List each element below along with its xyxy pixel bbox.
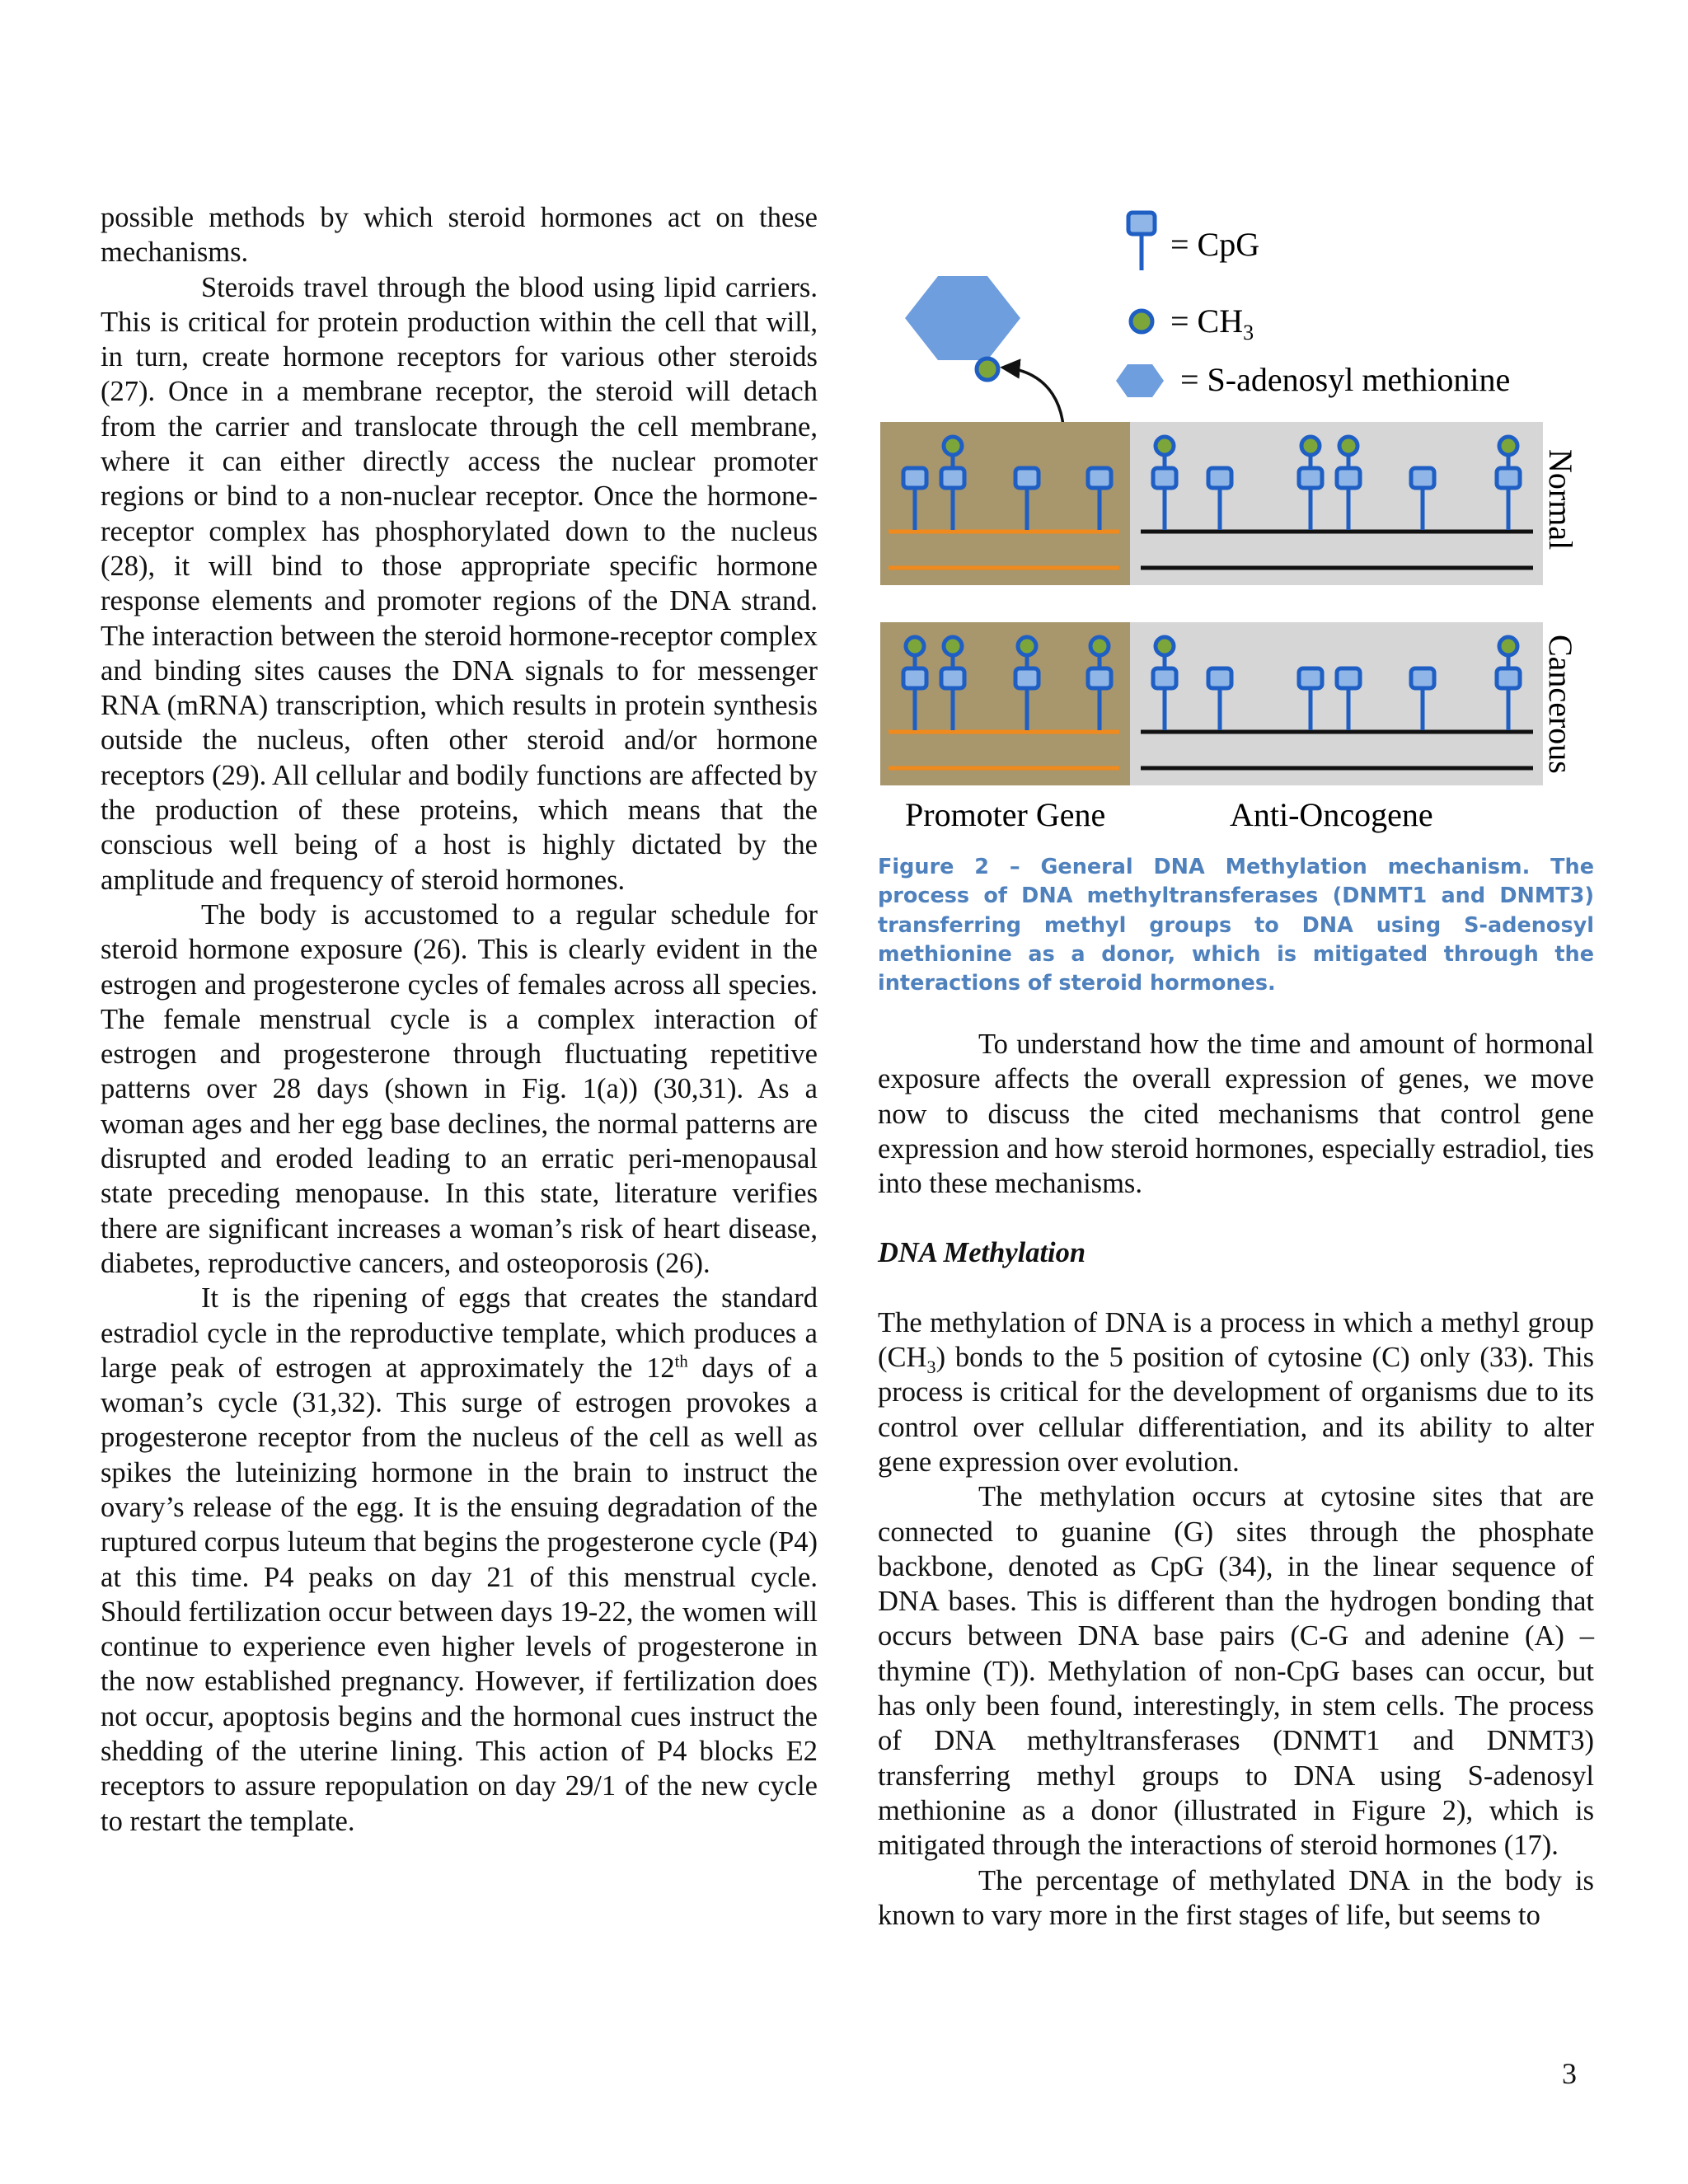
sam-legend-icon xyxy=(1116,364,1164,397)
row-label-cancerous: Cancerous xyxy=(1542,635,1579,774)
sam-legend-label: = S-adenosyl methionine xyxy=(1180,361,1511,398)
text-run: It is the ripening of eggs that creates the standard estradiol cycle in the reproductive template, which produces a large peak of estrogen at approximately the 12 xyxy=(101,1282,818,1384)
sam-donor xyxy=(905,276,1020,380)
column-label-promoter: Promoter Gene xyxy=(905,796,1106,833)
paragraph: possible methods by which steroid hormones act on these mechanisms. xyxy=(101,202,818,269)
page-number: 3 xyxy=(1562,2057,1577,2090)
ch3-legend-icon xyxy=(1131,311,1152,332)
row-label-normal: Normal xyxy=(1542,449,1579,551)
ch3-legend-label: = $CH_3$ xyxy=(1170,302,1254,344)
paragraph xyxy=(878,1305,1594,1479)
subscript: 3 xyxy=(926,1356,936,1377)
left-column xyxy=(101,200,818,1839)
legend xyxy=(1116,213,1510,398)
paragraph xyxy=(101,1281,818,1839)
normal-anti-panel xyxy=(1130,422,1543,585)
text-run: The methylation of DNA is a process in which a methyl group (CH xyxy=(878,1306,1594,1374)
text-run: days of a woman’s cycle (31,32). This surge of estrogen provokes a progesterone receptor from the nucleus of the cell as well as spikes the luteinizing hormone in the brain to instruct the ovary’s release of the egg. It is the ensuing degradation of the ruptured corpus luteum that begins the progesterone cycle (P4) at this time. P4 peaks on day 21 of this menstrual cycle. Should fertilization occur between days 19-22, the women will continue to experience even higher levels of progesterone in the now established pregnancy. However, if fertilization does not occur, apoptosis begins and the hormonal cues instruct the shedding of the uterine lining. This action of P4 blocks E2 receptors to assure repopulation on day 29/1 of the new cycle to restart the template. xyxy=(101,1352,818,1837)
normal-promoter-panel xyxy=(880,422,1130,585)
section-heading: DNA Methylation xyxy=(878,1237,1086,1269)
column-label-anti-oncogene: Anti-Oncogene xyxy=(1230,796,1433,833)
paragraph: The methylation occurs at cytosine sites that are connected to guanine (G) sites through the phosphate backbone, denoted as CpG (34), in the linear sequence of DNA bases. This is different than the hydrogen bonding that occurs between DNA base pairs (C-G and adenine (A) –thymine (T)). Methylation of non-CpG bases can occur, but has only been found, interestingly, in stem cells. The process of DNA methyltransferases (DNMT1 and DNMT3) transferring methyl groups to DNA using S-adenosyl methionine as a donor (illustrated in Figure 2), which is mitigated through the interactions of steroid hormones (17). xyxy=(878,1481,1594,1862)
paragraph: To understand how the time and amount of hormonal exposure affects the overall expression of genes, we move now to discuss the cited mechanisms that control gene expression and how steroid hormones, especially estradiol, ties into these mechanisms. xyxy=(878,1029,1595,1200)
superscript: th xyxy=(674,1352,688,1371)
dna-methylation-figure xyxy=(874,198,1615,841)
cancer-anti-panel xyxy=(1130,622,1543,785)
figure-caption: Figure 2 – General DNA Methylation mechanism. The process of DNA methyltransferases (DNMT1 and DNMT3) transferring methyl groups to DNA using S-adenosyl methionine as a donor, which is mitigated through the interactions of steroid hormones. xyxy=(878,855,1594,996)
paragraph: The percentage of methylated DNA in the body is known to vary more in the first stages of life, but seems to xyxy=(878,1864,1594,1931)
cpg-legend-label: = CpG xyxy=(1170,226,1260,263)
paragraph: The body is accustomed to a regular schedule for steroid hormone exposure (26). This is clearly evident in the estrogen and progesterone cycles of females across all species. The female menstrual cycle is a complex interaction of estrogen and progesterone through fluctuating repetitive patterns over 28 days (shown in Fig. 1(a)) (30,31). As a woman ages and her egg base declines, the normal patterns are disrupted and eroded leading to an erratic peri-menopausal state preceding menopause. In this state, literature verifies there are significant increases a woman’s risk of heart disease, diabetes, reproductive cancers, and osteoporosis (26). xyxy=(101,898,818,1279)
cpg-legend-icon xyxy=(1128,213,1155,270)
right-column xyxy=(878,1027,1594,1933)
paragraph: Steroids travel through the blood using lipid carriers. This is critical for protein production within the cell that will, in turn, create hormone receptors for various other steroids (27). Once in a membrane receptor, the steroid will detach from the carrier and translocate through the cell membrane, where it can either directly access the nuclear promoter regions or bind to a non-nuclear receptor. Once the hormone-receptor complex has phosphorylated down to the nucleus (28), it will bind to those appropriate specific hormone response elements and promoter regions of the DNA strand. The interaction between the steroid hormone-receptor complex and binding sites causes the DNA signals to for messenger RNA (mRNA) transcription, which results in protein synthesis outside the nucleus, often other steroid and/or hormone receptors (29). All cellular and bodily functions are affected by the production of these proteins, which means that the conscious well being of a host is highly dictated by the amplitude and frequency of steroid hormones. xyxy=(101,271,818,896)
text-run: ) bonds to the 5 position of cytosine (C) only (33). This process is critical for the development of organisms due to its control over cellular differentiation, and its ability to alter gene expression over evolution. xyxy=(878,1342,1594,1478)
